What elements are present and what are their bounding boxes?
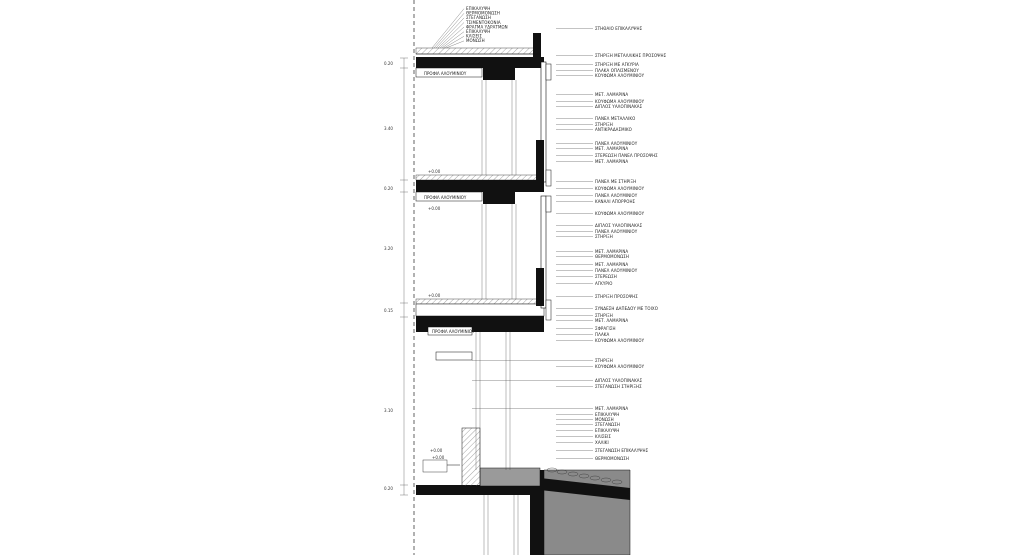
top-note: ΕΠΙΚΑΛΥΨΗ — [466, 6, 491, 11]
right-note: ΣΤΕΓΑΝΩΣΗ ΕΠΙΚΑΛΥΨΗΣ — [595, 448, 649, 453]
right-note: ΠΑΝΕΛ ΑΛΟΥΜΙΝΙΟΥ — [595, 229, 638, 234]
right-note: ΣΤΕΡΕΩΣΗ ΠΑΝΕΛ ΠΡΟΣΟΨΗΣ — [595, 153, 658, 158]
leader-line — [442, 32, 464, 48]
right-note: ΣΤΗΡΙΞΗ — [595, 358, 613, 363]
roof-layers — [416, 48, 536, 54]
roof-beam — [483, 68, 515, 80]
right-note: ΘΕΡΜΟΜΟΝΩΣΗ — [595, 456, 629, 461]
right-note: ΠΑΝΕΛ ΑΛΟΥΜΙΝΙΟΥ — [595, 141, 638, 146]
right-note: ΚΟΥΦΩΜΑ ΑΛΟΥΜΙΝΙΟΥ — [595, 73, 645, 78]
right-note: ΠΑΝΕΛ ΜΕΤΑΛΛΙΚΟ — [595, 116, 636, 121]
top-note: ΦΡΑΓΜΑ ΥΔΡΑΤΜΩΝ — [466, 24, 508, 30]
right-note: ΔΙΠΛΟΣ ΥΑΛΟΠΙΝΑΚΑΣ — [595, 223, 643, 228]
right-note: ΧΑΛΙΚΙ — [595, 440, 609, 445]
right-note: ΚΟΥΦΩΜΑ ΑΛΟΥΜΙΝΙΟΥ — [595, 211, 645, 216]
right-note: ΣΤΗΡΙΞΗ ΜΕ ΑΓΚΥΡΙΑ — [595, 62, 639, 67]
floor1-slab — [416, 180, 544, 192]
dim-label: 3.20 — [384, 246, 393, 251]
leader-line — [440, 27, 464, 48]
right-note: ΚΟΥΦΩΜΑ ΑΛΟΥΜΙΝΙΟΥ — [595, 99, 645, 104]
right-note: ΚΟΥΦΩΜΑ ΑΛΟΥΜΙΝΙΟΥ — [595, 338, 645, 343]
right-note: ΣΥΝΔΕΣΗ ΔΑΠΕΔΟΥ ΜΕ ΤΟΙΧΟ — [595, 306, 658, 311]
dim-label: 3.40 — [384, 126, 393, 131]
right-note: ΠΛΑΚΑ — [595, 332, 610, 337]
right-note: ΜΕΤ. ΛΑΜΑΡΙΝΑ — [595, 406, 629, 411]
svg-text:+0.00: +0.00 — [432, 455, 445, 460]
top-note: ΣΤΕΓΑΝΩΣΗ — [466, 15, 491, 21]
right-note: ΣΤΕΓΑΝΩΣΗ — [595, 422, 620, 427]
right-note: ΣΦΡΑΓΙΣΗ — [595, 326, 616, 331]
slab-label: ΠΡΟΦΙΛ ΑΛΟΥΜΙΝΙΟΥ — [424, 195, 467, 200]
right-note: ΚΟΥΦΩΜΑ ΑΛΟΥΜΙΝΙΟΥ — [595, 364, 645, 369]
right-note: ΣΤΗΡΙΞΗ ΠΡΟΣΟΨΗΣ — [595, 294, 638, 299]
right-note: ΜΕΤ. ΛΑΜΑΡΙΝΑ — [595, 159, 629, 164]
floor2-band — [416, 304, 544, 316]
dim-label: 0.20 — [384, 61, 393, 66]
right-note: ΜΕΤ. ΛΑΜΑΡΙΝΑ — [595, 249, 629, 254]
right-note: ΔΙΠΛΟΣ ΥΑΛΟΠΙΝΑΚΑΣ — [595, 104, 643, 109]
right-note: ΜΕΤ. ΛΑΜΑΡΙΝΑ — [595, 262, 629, 267]
slab-label: ΠΡΟΦΙΛ ΑΛΟΥΜΙΝΙΟΥ — [424, 71, 467, 76]
right-note: ΠΑΝΕΛ ΑΛΟΥΜΙΝΙΟΥ — [595, 193, 638, 198]
dim-label: 0.15 — [384, 308, 393, 313]
top-note: ΜΟΝΩΣΗ — [466, 38, 485, 44]
right-note: ΕΠΙΚΑΛΥΨΗ — [595, 428, 620, 433]
right-note: ΑΝΤΙΚΡΑΔΑΣΜΙΚΟ — [595, 127, 632, 132]
leader-line — [432, 9, 464, 48]
right-note: ΣΤΕΓΑΝΩΣΗ ΣΤΗΡΙΞΗΣ — [595, 384, 642, 389]
floor2-finish — [416, 299, 544, 304]
right-note: ΘΕΡΜΟΜΟΝΩΣΗ — [595, 254, 629, 259]
leader-line — [446, 41, 464, 48]
svg-text:+0.00: +0.00 — [428, 206, 441, 211]
roof-slab — [416, 57, 544, 68]
top-note: ΚΛΙΣΕΙΣ — [466, 33, 483, 39]
top-note: ΕΠΙΚΑΛΥΨΗ — [466, 29, 491, 34]
right-note: ΕΠΙΚΑΛΥΨΗ — [595, 412, 620, 417]
ground-detail-box — [423, 460, 447, 472]
right-note: ΣΤΗΡΙΞΗ — [595, 234, 613, 239]
svg-text:+0.00: +0.00 — [428, 169, 441, 174]
right-note: ΠΑΝΕΛ ΑΛΟΥΜΙΝΙΟΥ — [595, 268, 638, 273]
right-note: ΜΕΤ. ΛΑΜΑΡΙΝΑ — [595, 92, 629, 97]
top-note: ΤΣΙΜΕΝΤΟΚΟΝΙΑ — [466, 19, 501, 25]
right-note: ΣΤΗΡΙΞΗ — [595, 313, 613, 318]
svg-text:+0.00: +0.00 — [428, 293, 441, 298]
right-note: ΣΤΕΡΕΩΣΗ — [595, 274, 617, 279]
right-note: ΣΤΗΡΙΞΗ ΜΕΤΑΛΛΙΚΗΣ ΠΡΟΣΟΨΗΣ — [595, 53, 667, 58]
dim-label: 3.10 — [384, 408, 393, 413]
top-notes — [432, 6, 508, 48]
right-note: ΔΙΠΛΟΣ ΥΑΛΟΠΙΝΑΚΑΣ — [595, 378, 643, 383]
right-note: ΜΟΝΩΣΗ — [595, 417, 614, 422]
right-note: ΑΓΚΥΡΙΟ — [595, 281, 613, 286]
floor2-under-band — [436, 352, 472, 360]
right-note: ΚΟΥΦΩΜΑ ΑΛΟΥΜΙΝΙΟΥ — [595, 186, 645, 191]
top-note: ΘΕΡΜΟΜΟΝΩΣΗ — [466, 10, 500, 16]
right-note: ΜΕΤ. ΛΑΜΑΡΙΝΑ — [595, 318, 629, 323]
right-note: ΣΤΗΘΑΙΟ ΕΠΙΚΑΛΥΨΗΣ — [595, 26, 643, 31]
svg-text:+0.00: +0.00 — [430, 448, 443, 453]
floor1-beam — [483, 192, 515, 204]
right-note: ΠΛΑΚΑ ΟΠΛΙΣΜΕΝΟΥ — [595, 68, 639, 73]
dim-label: 0.20 — [384, 186, 393, 191]
leader-line — [438, 23, 464, 49]
right-note: ΜΕΤ. ΛΑΜΑΡΙΝΑ — [595, 146, 629, 151]
parapet — [533, 33, 541, 59]
ground-slab — [416, 485, 544, 495]
ground-finish — [480, 468, 540, 486]
right-notes — [472, 26, 667, 461]
lower-wall — [462, 428, 480, 486]
slab-label: ΠΡΟΦΙΛ ΑΛΟΥΜΙΝΙΟΥ — [432, 329, 475, 334]
right-note: ΣΤΗΡΙΞΗ — [595, 122, 613, 127]
right-note: ΚΛΙΣΕΙΣ — [595, 434, 612, 439]
right-note: ΠΑΝΕΛ ΜΕ ΣΤΗΡΙΞΗ — [595, 179, 637, 184]
floor1-finish — [416, 175, 544, 180]
leader-line — [436, 18, 464, 48]
right-note: ΚΑΝΑΛΙ ΑΠΟΡΡΟΗΣ — [595, 199, 636, 204]
dim-label: 0.20 — [384, 486, 393, 491]
